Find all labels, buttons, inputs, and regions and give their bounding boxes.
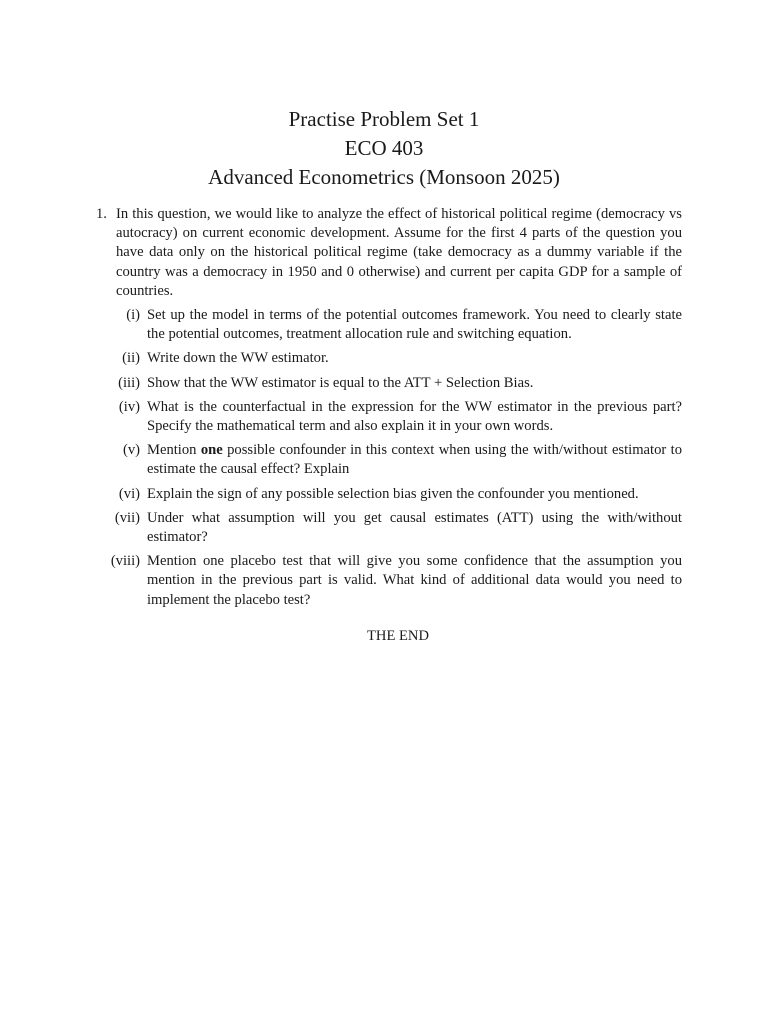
part-text-before: Mention [147, 442, 201, 459]
question-part [116, 374, 682, 393]
part-text: Write down the WW estimator. [147, 350, 329, 367]
document-title: Practise Problem Set 1 [288, 107, 480, 131]
part-text: Under what assumption will you get causal estimates (ATT) using the with/without estimator? [147, 509, 682, 546]
course-code: ECO 403 [344, 136, 424, 160]
part-text: Show that the WW estimator is equal to the ATT + Selection Bias. [147, 374, 534, 391]
question-1 [96, 205, 682, 615]
question-part [116, 398, 682, 436]
part-text: Explain the sign of any possible selection bias given the confounder you mentioned. [147, 485, 639, 502]
part-text [147, 442, 682, 477]
question-number: 1. [96, 206, 107, 222]
question-part [116, 306, 682, 344]
part-text-after: possible confounder in this context when using the with/without estimator to estimate the causal effect? Explain [147, 442, 682, 478]
part-label: (iii) [118, 374, 140, 391]
question-part [110, 552, 682, 610]
question-parts [110, 306, 682, 610]
part-label: (i) [126, 307, 140, 324]
question-text: In this question, we would like to analyze the effect of historical political regime (democracy vs autocracy) on current economic development. Assume for the first 4 parts of the question you have data only on the historical political regime (take democracy as a dummy variable if the country was a democracy in 1950 and 0 otherwise) and current per capita GDP for a sample of countries. [116, 206, 682, 299]
end-marker: THE END [366, 628, 429, 644]
part-text: Mention one placebo test that will give you some confidence that the assumption you mention in the previous part is valid. What kind of additional data would you need to implement the placebo test? [147, 553, 682, 608]
question-part [116, 441, 682, 479]
part-text: What is the counterfactual in the expression for the WW estimator in the previous part? Specify the mathematical term and also explain it in your own words. [147, 398, 682, 435]
question-part [116, 349, 682, 368]
part-label: (v) [122, 442, 140, 459]
part-label: (iv) [118, 398, 140, 415]
part-label: (vi) [118, 485, 140, 502]
question-part [116, 509, 682, 547]
title-block [0, 105, 768, 192]
course-name: Advanced Econometrics (Monsoon 2025) [208, 165, 560, 189]
part-label: (vii) [114, 509, 140, 526]
part-text: Set up the model in terms of the potential outcomes framework. You need to clearly state the potential outcomes, treatment allocation rule and switching equation. [147, 307, 682, 343]
question-part [116, 485, 682, 504]
part-label: (viii) [110, 553, 140, 570]
part-text-emphasis: one [200, 442, 223, 459]
part-label: (ii) [122, 350, 140, 367]
